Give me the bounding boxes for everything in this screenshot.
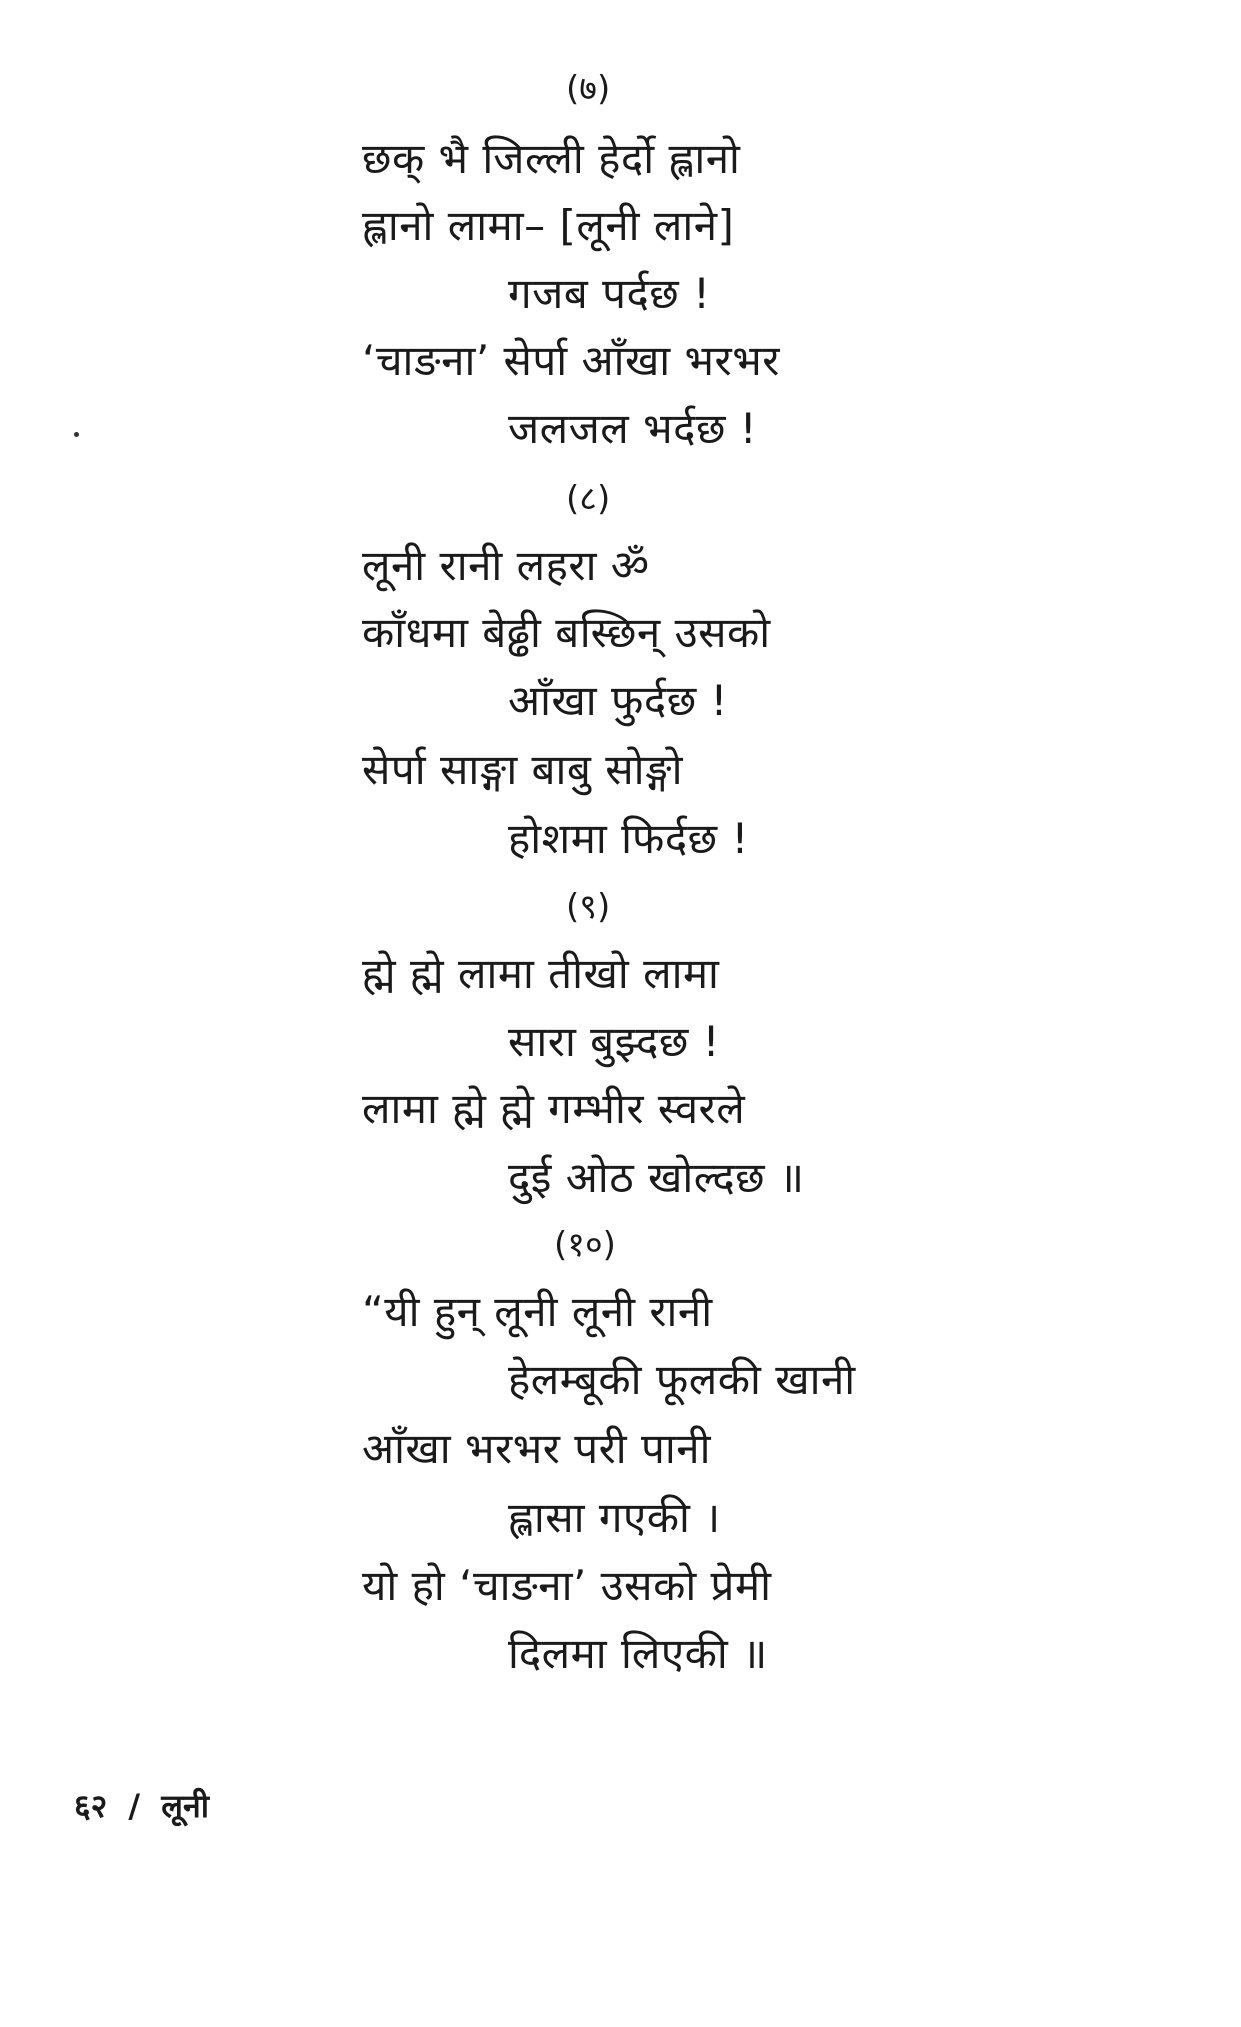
- stanza-number: (९): [566, 887, 611, 927]
- verse-line: दुई ओठ खोल्दछ ॥: [508, 1153, 805, 1202]
- page-footer: [74, 1787, 209, 1825]
- stanza-number: (१०): [554, 1225, 616, 1265]
- verse-line: ह्लानो लामा– [लूनी लाने]: [362, 201, 735, 250]
- verse-line: यो हो ‘चाङना’ उसको प्रेमी: [362, 1561, 772, 1610]
- verse-line: आँखा भरभर परी पानी: [362, 1424, 711, 1473]
- verse-line: लूनी रानी लहरा ॐ: [362, 541, 650, 590]
- book-title: लूनी: [161, 1787, 209, 1825]
- footer-separator: /: [128, 1787, 141, 1825]
- verse-line: ह्मे ह्मे लामा तीखो लामा: [362, 949, 720, 998]
- verse-line: सेर्पा साङ्गा बाबु सोङ्गो: [362, 745, 683, 794]
- verse-line: लामा ह्मे ह्मे गम्भीर स्वरले: [362, 1084, 746, 1133]
- scan-speck: [74, 432, 79, 437]
- page-number: ६२: [74, 1787, 108, 1825]
- verse-line: सारा बुझ्दछ !: [508, 1017, 720, 1066]
- verse-line: ‘चाङना’ सेर्पा आँखा भरभर: [362, 336, 780, 385]
- verse-line: गजब पर्दछ !: [508, 269, 711, 318]
- stanza-number: (८): [566, 479, 611, 519]
- verse-line: जलजल भर्दछ !: [508, 404, 758, 453]
- stanza-number: (७): [566, 69, 611, 109]
- verse-line: आँखा फुर्दछ !: [508, 676, 728, 725]
- verse-line: छक् भै जिल्ली हेर्दो ह्लानो: [362, 134, 741, 183]
- verse-line: दिलमा लिएकी ॥: [508, 1629, 768, 1678]
- verse-line: ह्लासा गएकी ।: [508, 1493, 721, 1542]
- verse-line: “यी हुन् लूनी लूनी रानी: [362, 1287, 713, 1336]
- verse-line: हेलम्बूकी फूलकी खानी: [508, 1355, 856, 1404]
- verse-line: होशमा फिर्दछ !: [508, 814, 749, 863]
- verse-line: काँधमा बेढ्ढी बस्छिन् उसको: [362, 608, 771, 657]
